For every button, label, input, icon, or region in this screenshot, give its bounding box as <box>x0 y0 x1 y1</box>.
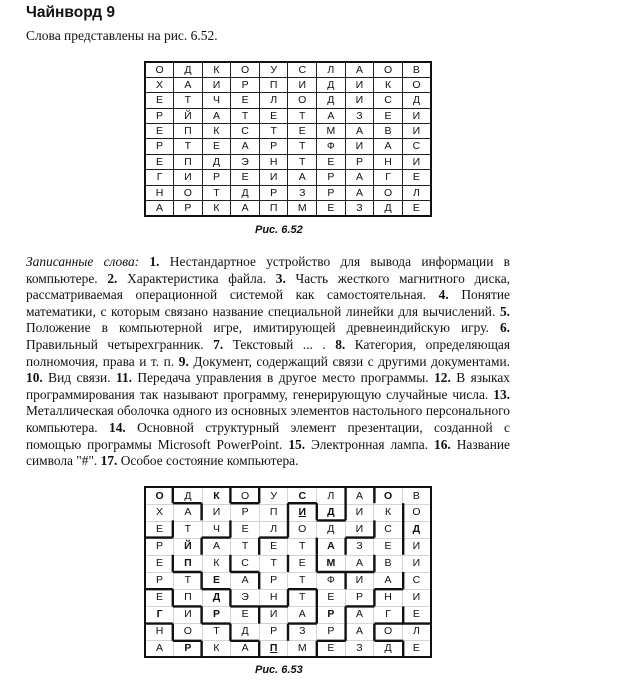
puzzle-cell: Е <box>288 124 317 139</box>
solution-cell: Т <box>288 538 317 555</box>
solution-row <box>145 555 431 572</box>
puzzle-cell: А <box>345 170 374 185</box>
solution-cell: З <box>288 623 317 640</box>
solution-cell: Р <box>145 572 174 589</box>
solution-row <box>145 572 431 589</box>
puzzle-cell: Е <box>202 139 231 154</box>
puzzle-cell: Е <box>317 201 346 216</box>
solution-cell: З <box>345 538 374 555</box>
solution-cell: Э <box>231 589 260 606</box>
puzzle-cell: П <box>174 124 203 139</box>
clue-text: Характеристика файла. <box>117 270 276 286</box>
puzzle-cell: И <box>345 93 374 108</box>
solution-cell: Д <box>231 623 260 640</box>
puzzle-cell: О <box>145 62 174 77</box>
solution-cell: А <box>231 572 260 589</box>
puzzle-cell: Р <box>317 185 346 200</box>
solution-cell: Н <box>374 589 403 606</box>
solution-cell: М <box>288 640 317 657</box>
puzzle-cell: Г <box>374 170 403 185</box>
solution-cell: Р <box>317 606 346 623</box>
puzzle-cell: Р <box>202 170 231 185</box>
puzzle-row <box>145 170 431 185</box>
puzzle-cell: Д <box>317 77 346 92</box>
puzzle-cell: Й <box>174 108 203 123</box>
puzzle-cell: А <box>345 62 374 77</box>
solution-cell: Р <box>231 504 260 521</box>
solution-cell: Д <box>402 521 431 538</box>
solution-cell: И <box>345 504 374 521</box>
puzzle-cell: А <box>345 124 374 139</box>
solution-cell: Т <box>202 623 231 640</box>
solution-cell: Е <box>288 555 317 572</box>
puzzle-row <box>145 124 431 139</box>
puzzle-row <box>145 201 431 216</box>
clue-text: Электронная лампа. <box>305 436 435 452</box>
clue-number: 2. <box>107 270 118 286</box>
clue-number: 4. <box>438 287 449 303</box>
puzzle-cell: С <box>402 139 431 154</box>
puzzle-cell: И <box>259 170 288 185</box>
puzzle-cell: Р <box>259 185 288 200</box>
solution-cell: Н <box>145 623 174 640</box>
solution-cell: Е <box>259 538 288 555</box>
solution-cell: И <box>345 521 374 538</box>
solution-cell: Т <box>231 538 260 555</box>
solution-cell: А <box>288 606 317 623</box>
solution-cell: А <box>317 538 346 555</box>
solution-cell: П <box>259 640 288 657</box>
puzzle-row <box>145 77 431 92</box>
solution-cell: А <box>202 538 231 555</box>
puzzle-cell: И <box>345 139 374 154</box>
solution-cell: Р <box>259 623 288 640</box>
clue-number: 14. <box>109 419 126 435</box>
puzzle-cell: О <box>231 62 260 77</box>
puzzle-cell: О <box>402 77 431 92</box>
solution-cell: П <box>174 555 203 572</box>
solution-cell: А <box>145 640 174 657</box>
solution-cell: Л <box>402 623 431 640</box>
solution-row <box>145 589 431 606</box>
puzzle-cell: И <box>402 124 431 139</box>
puzzle-cell: П <box>259 77 288 92</box>
puzzle-cell: Ч <box>202 93 231 108</box>
solution-cell: О <box>374 623 403 640</box>
solution-cell: Е <box>231 521 260 538</box>
solution-row <box>145 640 431 657</box>
clue-text: Особое состояние компьютера. <box>117 453 299 469</box>
puzzle-cell: А <box>317 108 346 123</box>
puzzle-cell: П <box>174 154 203 169</box>
puzzle-cell: Р <box>259 139 288 154</box>
clue-text: Нестандартное устройство для вывода информации в компьютере. <box>26 254 510 286</box>
puzzle-cell: С <box>231 124 260 139</box>
puzzle-cell: А <box>202 108 231 123</box>
puzzle-cell: Д <box>402 93 431 108</box>
solution-cell: Е <box>402 640 431 657</box>
clue-number: 3. <box>275 270 286 286</box>
puzzle-row <box>145 93 431 108</box>
clue-number: 16. <box>434 436 451 452</box>
puzzle-cell: Т <box>174 139 203 154</box>
puzzle-cell: О <box>374 62 403 77</box>
puzzle-cell: Г <box>145 170 174 185</box>
solution-row <box>145 487 431 504</box>
solution-cell: О <box>374 487 403 504</box>
solution-cell: Е <box>402 606 431 623</box>
solution-cell: И <box>402 538 431 555</box>
clues-paragraph <box>26 254 510 470</box>
puzzle-subtitle: Слова представлены на рис. 6.52. <box>26 28 218 43</box>
clue-text: Название символа "#". <box>26 436 510 469</box>
solution-cell: С <box>402 572 431 589</box>
solution-cell: Н <box>259 589 288 606</box>
puzzle-cell: А <box>231 201 260 216</box>
puzzle-cell: Р <box>145 139 174 154</box>
figure-caption-2: Рис. 6.53 <box>255 664 303 676</box>
puzzle-cell: К <box>374 77 403 92</box>
clue-text: Понятие математики, с которым связано название специальной линейки для вычислений. <box>26 287 510 319</box>
puzzle-cell: Ф <box>317 139 346 154</box>
puzzle-cell: Е <box>231 93 260 108</box>
solution-cell: Е <box>231 606 260 623</box>
puzzle-cell: О <box>374 185 403 200</box>
puzzle-cell: Т <box>288 139 317 154</box>
puzzle-cell: Д <box>174 62 203 77</box>
solution-cell: О <box>145 487 174 504</box>
solution-cell: Т <box>259 555 288 572</box>
puzzle-row <box>145 62 431 77</box>
puzzle-cell: Н <box>145 185 174 200</box>
clue-text: Передача управления в другое место программы. <box>132 370 435 386</box>
solution-cell: Т <box>174 521 203 538</box>
solution-cell: И <box>202 504 231 521</box>
puzzle-cell: И <box>402 154 431 169</box>
solution-cell: Т <box>288 589 317 606</box>
solution-cell: Е <box>202 572 231 589</box>
puzzle-row <box>145 154 431 169</box>
puzzle-cell: П <box>259 201 288 216</box>
puzzle-cell: А <box>374 139 403 154</box>
clue-list <box>26 254 510 468</box>
puzzle-cell: Т <box>259 124 288 139</box>
puzzle-cell: И <box>174 170 203 185</box>
puzzle-title: Чайнворд 9 <box>26 4 116 21</box>
solution-cell: М <box>317 555 346 572</box>
solution-cell: Ч <box>202 521 231 538</box>
solution-cell: П <box>174 589 203 606</box>
puzzle-cell: Е <box>145 93 174 108</box>
clue-number: 15. <box>288 436 306 452</box>
clue-text: Часть жесткого магнитного диска, рассматриваемая операционной системой как самостоятельная. <box>26 270 510 303</box>
solution-cell: Л <box>317 487 346 504</box>
solution-cell: Е <box>317 589 346 606</box>
solution-cell: К <box>374 504 403 521</box>
solution-cell: И <box>259 606 288 623</box>
puzzle-cell: Е <box>145 154 174 169</box>
puzzle-cell: О <box>174 185 203 200</box>
puzzle-cell: И <box>288 77 317 92</box>
solution-cell: С <box>231 555 260 572</box>
solution-cell: Р <box>345 589 374 606</box>
solution-cell: Е <box>374 538 403 555</box>
clue-text: Металлическая оболочка одного из основных элементов настольного персонального компьютера. <box>26 403 510 435</box>
puzzle-cell: Н <box>259 154 288 169</box>
puzzle-cell: Т <box>288 108 317 123</box>
solution-row <box>145 606 431 623</box>
letter-grid-solution <box>144 486 432 658</box>
puzzle-cell: Е <box>259 108 288 123</box>
clue-number: 1. <box>149 254 160 269</box>
puzzle-cell: Л <box>259 93 288 108</box>
solution-cell: К <box>202 555 231 572</box>
solution-cell: О <box>231 487 260 504</box>
solution-cell: Е <box>145 589 174 606</box>
solution-cell: И <box>402 555 431 572</box>
clue-number: 10. <box>26 370 43 386</box>
solution-cell: И <box>174 606 203 623</box>
solution-cell: Т <box>174 572 203 589</box>
puzzle-cell: Р <box>345 154 374 169</box>
clue-text: В языках программирования так называют программу, генерирующую случайные числа. <box>26 370 510 402</box>
puzzle-cell: Т <box>202 185 231 200</box>
solution-cell: А <box>345 623 374 640</box>
solution-cell: Г <box>374 606 403 623</box>
solution-cell: И <box>345 572 374 589</box>
solution-row <box>145 521 431 538</box>
solution-row <box>145 623 431 640</box>
clue-text: Вид связи. <box>42 370 116 386</box>
solution-cell: А <box>345 555 374 572</box>
puzzle-cell: С <box>288 62 317 77</box>
solution-cell: У <box>259 487 288 504</box>
puzzle-row <box>145 108 431 123</box>
clue-text: Категория, определяющая полномочия, права и т. п. <box>26 336 511 369</box>
puzzle-cell: Р <box>231 77 260 92</box>
solution-cell: А <box>174 504 203 521</box>
clue-number: 11. <box>116 370 132 386</box>
puzzle-cell: Е <box>402 170 431 185</box>
solution-cell: П <box>259 504 288 521</box>
solution-cell: О <box>402 504 431 521</box>
puzzle-cell: С <box>374 93 403 108</box>
puzzle-cell: А <box>345 185 374 200</box>
puzzle-cell: Д <box>374 201 403 216</box>
puzzle-cell: Р <box>317 170 346 185</box>
puzzle-cell: Е <box>374 108 403 123</box>
clue-text: Текстовый ... . <box>223 336 336 352</box>
solution-cell: С <box>288 487 317 504</box>
solution-cell: И <box>402 589 431 606</box>
puzzle-cell: Е <box>317 154 346 169</box>
solution-cell: Р <box>202 606 231 623</box>
puzzle-cell: Д <box>317 93 346 108</box>
solution-cell: А <box>231 640 260 657</box>
clue-number: 17. <box>100 453 118 469</box>
clue-number: 7. <box>213 336 224 352</box>
solution-cell: В <box>374 555 403 572</box>
clues-lead: Записанные слова: <box>26 254 140 269</box>
puzzle-cell: Р <box>174 201 203 216</box>
solution-cell: Р <box>317 623 346 640</box>
solution-cell: Ф <box>317 572 346 589</box>
puzzle-cell: А <box>174 77 203 92</box>
puzzle-cell: И <box>345 77 374 92</box>
solution-cell: З <box>345 640 374 657</box>
solution-cell: Д <box>202 589 231 606</box>
puzzle-cell: Н <box>374 154 403 169</box>
puzzle-cell: Т <box>231 108 260 123</box>
solution-cell: Р <box>145 538 174 555</box>
puzzle-cell: Э <box>231 154 260 169</box>
solution-cell: К <box>202 487 231 504</box>
puzzle-cell: Д <box>231 185 260 200</box>
clue-number: 9. <box>178 353 189 369</box>
solution-cell: О <box>174 623 203 640</box>
solution-cell: Х <box>145 504 174 521</box>
puzzle-cell: Р <box>145 108 174 123</box>
solution-cell: А <box>345 606 374 623</box>
clue-number: 12. <box>434 370 451 386</box>
puzzle-row <box>145 139 431 154</box>
puzzle-cell: Л <box>317 62 346 77</box>
puzzle-cell: И <box>402 108 431 123</box>
solution-cell: Е <box>145 555 174 572</box>
solution-row <box>145 538 431 555</box>
solution-cell: Д <box>374 640 403 657</box>
solution-cell: Д <box>317 504 346 521</box>
puzzle-cell: Д <box>202 154 231 169</box>
puzzle-cell: Х <box>145 77 174 92</box>
solution-cell: Й <box>174 538 203 555</box>
solution-cell: К <box>202 640 231 657</box>
solution-cell: Д <box>317 521 346 538</box>
puzzle-cell: К <box>202 62 231 77</box>
clue-text: Документ, содержащий связи с другими документами. <box>188 353 510 369</box>
solution-cell: А <box>345 487 374 504</box>
solution-cell: Р <box>259 572 288 589</box>
solution-cell: Е <box>317 640 346 657</box>
puzzle-cell: М <box>317 124 346 139</box>
solution-cell: А <box>374 572 403 589</box>
puzzle-cell: Е <box>231 170 260 185</box>
puzzle-cell: А <box>145 201 174 216</box>
puzzle-cell: Л <box>402 185 431 200</box>
puzzle-cell: И <box>202 77 231 92</box>
clue-text: Правильный четырехгранник. <box>26 336 214 352</box>
solution-cell: В <box>402 487 431 504</box>
puzzle-cell: А <box>288 170 317 185</box>
puzzle-cell: О <box>288 93 317 108</box>
puzzle-cell: Т <box>174 93 203 108</box>
puzzle-cell: З <box>288 185 317 200</box>
solution-row <box>145 504 431 521</box>
clue-number: 5. <box>499 303 510 319</box>
letter-grid-puzzle <box>144 61 432 217</box>
clue-text: Основной структурный элемент презентации, созданной с помощью программы Microsoft PowerPoint. <box>26 419 510 452</box>
puzzle-row <box>145 185 431 200</box>
solution-cell: Е <box>145 521 174 538</box>
puzzle-cell: У <box>259 62 288 77</box>
clue-text: Положение в компьютерной игре, имитирующей древнеиндийскую игру. <box>26 320 500 336</box>
figure-caption-1: Рис. 6.52 <box>255 224 303 236</box>
solution-cell: Г <box>145 606 174 623</box>
clue-number: 8. <box>335 336 346 352</box>
puzzle-cell: З <box>345 108 374 123</box>
solution-cell: С <box>374 521 403 538</box>
puzzle-cell: А <box>231 139 260 154</box>
puzzle-cell: В <box>374 124 403 139</box>
puzzle-cell: К <box>202 201 231 216</box>
solution-cell: Л <box>259 521 288 538</box>
clue-number: 13. <box>493 386 510 402</box>
solution-cell: И <box>288 504 317 521</box>
puzzle-cell: М <box>288 201 317 216</box>
puzzle-cell: К <box>202 124 231 139</box>
clue-number: 6. <box>499 320 510 336</box>
solution-cell: О <box>288 521 317 538</box>
puzzle-cell: Е <box>402 201 431 216</box>
puzzle-cell: Т <box>288 154 317 169</box>
puzzle-cell: В <box>402 62 431 77</box>
solution-cell: Р <box>174 640 203 657</box>
solution-cell: Т <box>288 572 317 589</box>
puzzle-cell: Е <box>145 124 174 139</box>
puzzle-cell: З <box>345 201 374 216</box>
solution-cell: Д <box>174 487 203 504</box>
